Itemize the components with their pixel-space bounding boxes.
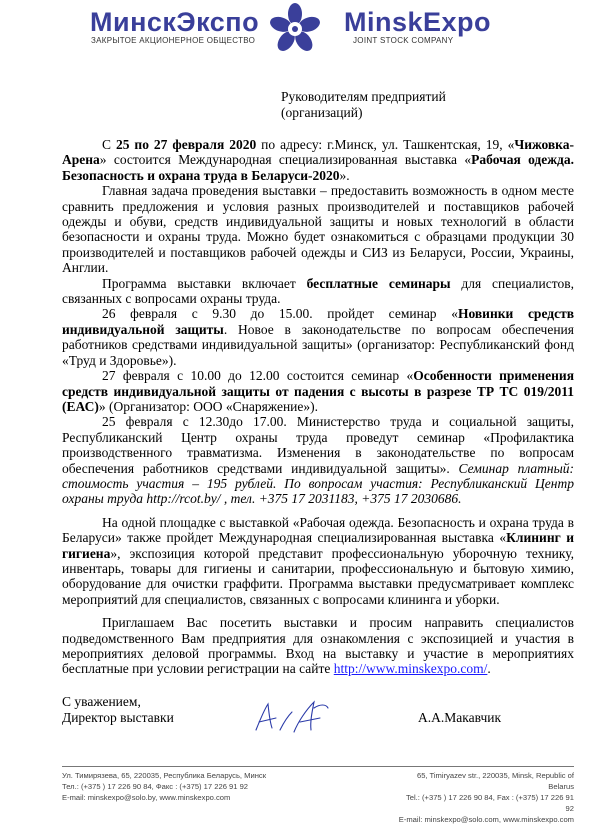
text: Приглашаем Вас посетить выставки и просим направить специалистов подведомственного Вам предприятия для ознакомления с экспозицией и участия в мероприятиях деловой программы. Вход на выставку и участие в мероприятиях бесплатные при условии регистрации на сайте <box>62 615 574 677</box>
footer-phone: Tel.: (+375 ) 17 226 90 84, Fax : (+375) 17 226 91 92 <box>405 793 574 813</box>
seminar-title: Особенности применения средств индивидуальной защиты от падения с высоты в разрезе ТР ТС 019/2011 (ЕАС) <box>62 368 574 414</box>
seminar-title: Новинки средств индивидуальной защиты <box>62 306 574 337</box>
footer-email: E-mail: minskexpo@solo.com, www.minskexpo.com <box>398 815 574 824</box>
addressee <box>281 89 446 121</box>
registration-link[interactable]: http://www.minskexpo.com/ <box>333 661 488 677</box>
letter-body <box>62 137 574 677</box>
text: », экспозиция которой представит профессиональную уборочную технику, инвентарь, товары для гигиены и санитарии, профессиональную и бытовую химию, оборудование для очистки граффити. Программа выставки предусматривает комплекс мероприятий для специалистов, связанных с вопросами клининга и уборки. <box>62 545 574 607</box>
footer-contacts-ru <box>62 770 266 803</box>
footer-divider <box>62 766 574 767</box>
footer-email: E-mail: minskexpo@solo.by, www.minskexpo.com <box>62 793 231 802</box>
text: Программа выставки включает <box>102 275 307 291</box>
addressee-line: (организаций) <box>281 105 363 120</box>
venue-name: Чижовка-Арена <box>62 137 575 168</box>
logo-ru-subtitle: ЗАКРЫТОЕ АКЦИОНЕРНОЕ ОБЩЕСТВО <box>91 36 256 45</box>
text: » состоится Международная специализированная выставка « <box>99 152 472 168</box>
exhibition-title: Рабочая одежда. Безопасность и охрана труда в Беларуси-2020 <box>62 152 575 183</box>
text: 26 февраля с 9.30 до 15.00. пройдет семинар « <box>102 306 458 322</box>
signer-position: Директор выставки <box>62 710 174 725</box>
logo-en-subtitle: JOINT STOCK COMPANY <box>353 36 454 45</box>
text: . <box>487 661 491 677</box>
signer-name: А.А.Макавчик <box>418 710 502 725</box>
paragraph-seminar-25 <box>62 414 574 506</box>
text: ». <box>339 167 350 183</box>
paragraph-cleaning <box>62 515 574 607</box>
text: по адресу: г.Минск, ул. Ташкентская, 19, « <box>256 137 515 152</box>
footer-phone: Тел.: (+375 ) 17 226 90 84, Факс : (+375) 17 226 91 92 <box>62 782 249 791</box>
paragraph-program <box>62 276 574 307</box>
text: 25 февраля с 12.30до 17.00. Министерство труда и социальной защиты, Республиканский Центр охраны труда проведут семинар «Профилактика производственного травматизма. Изменения в законодательстве по вопросам обеспечения работников средствами индивидуальной защиты». <box>62 414 574 476</box>
cleaning-exhibition-title: Клининг и гигиена <box>62 530 574 561</box>
letterhead <box>0 0 591 60</box>
text: » (Организатор: ООО «Снаряжение»). <box>98 398 319 414</box>
text: 27 февраля с 10.00 до 12.00 состоится семинар « <box>102 368 414 384</box>
signature-block <box>62 694 174 726</box>
footer-address: Ул. Тимирязева, 65, 220035, Республика Беларусь, Минск <box>62 771 267 780</box>
free-seminars: бесплатные семинары <box>306 275 451 291</box>
paragraph-seminar-27 <box>62 368 574 414</box>
text: . Новое в законодательстве по вопросам обеспечения работников средствами индивидуальной защиты» (организатор: Республиканский фонд «Труд и Здоровье»). <box>62 321 574 368</box>
seminar-paid-note: Семинар платный: стоимость участия – 195 рублей. По вопросам участия: Республиканский Центр охраны труда http://rcot.by/ , тел. +375 17 2031183, +375 17 2030686. <box>62 460 574 507</box>
logo-en: MinskExpo <box>344 7 492 37</box>
footer-contacts-en <box>396 770 574 825</box>
text: На одной площадке с выставкой «Рабочая одежда. Безопасность и охрана труда в Беларуси» также пройдет Международная специализированная выставка « <box>62 514 574 546</box>
paragraph-goal: Главная задача проведения выставки – предоставить возможность в одном месте сравнить предложения и условия разных производителей и поставщиков рабочей одежды и обуви, средств индивидуальной защиты и новых технологий в области безопасности и охраны труда. Можно будет ознакомиться с образцами продукции 30 производителей и поставщиков рабочей одежды и СИЗ из Беларуси, России, Украины, Англии. <box>62 183 574 276</box>
footer-address: 65, Timiryazev str., 220035, Minsk, Republic of Belarus <box>416 771 574 791</box>
paragraph-invitation <box>62 615 574 677</box>
logo-ru: МинскЭкспо <box>90 7 260 37</box>
exhibition-dates: 25 по 27 февраля 2020 <box>115 137 257 152</box>
paragraph-seminar-26 <box>62 306 574 368</box>
paragraph-intro <box>62 137 574 183</box>
addressee-line: Руководителям предприятий <box>281 89 446 104</box>
minskexpo-emblem-icon <box>268 2 322 54</box>
closing: С уважением, <box>62 694 141 709</box>
text: С <box>102 137 116 152</box>
text: для специалистов, связанных с вопросами охраны труда. <box>62 275 574 307</box>
handwritten-signature <box>250 696 332 738</box>
